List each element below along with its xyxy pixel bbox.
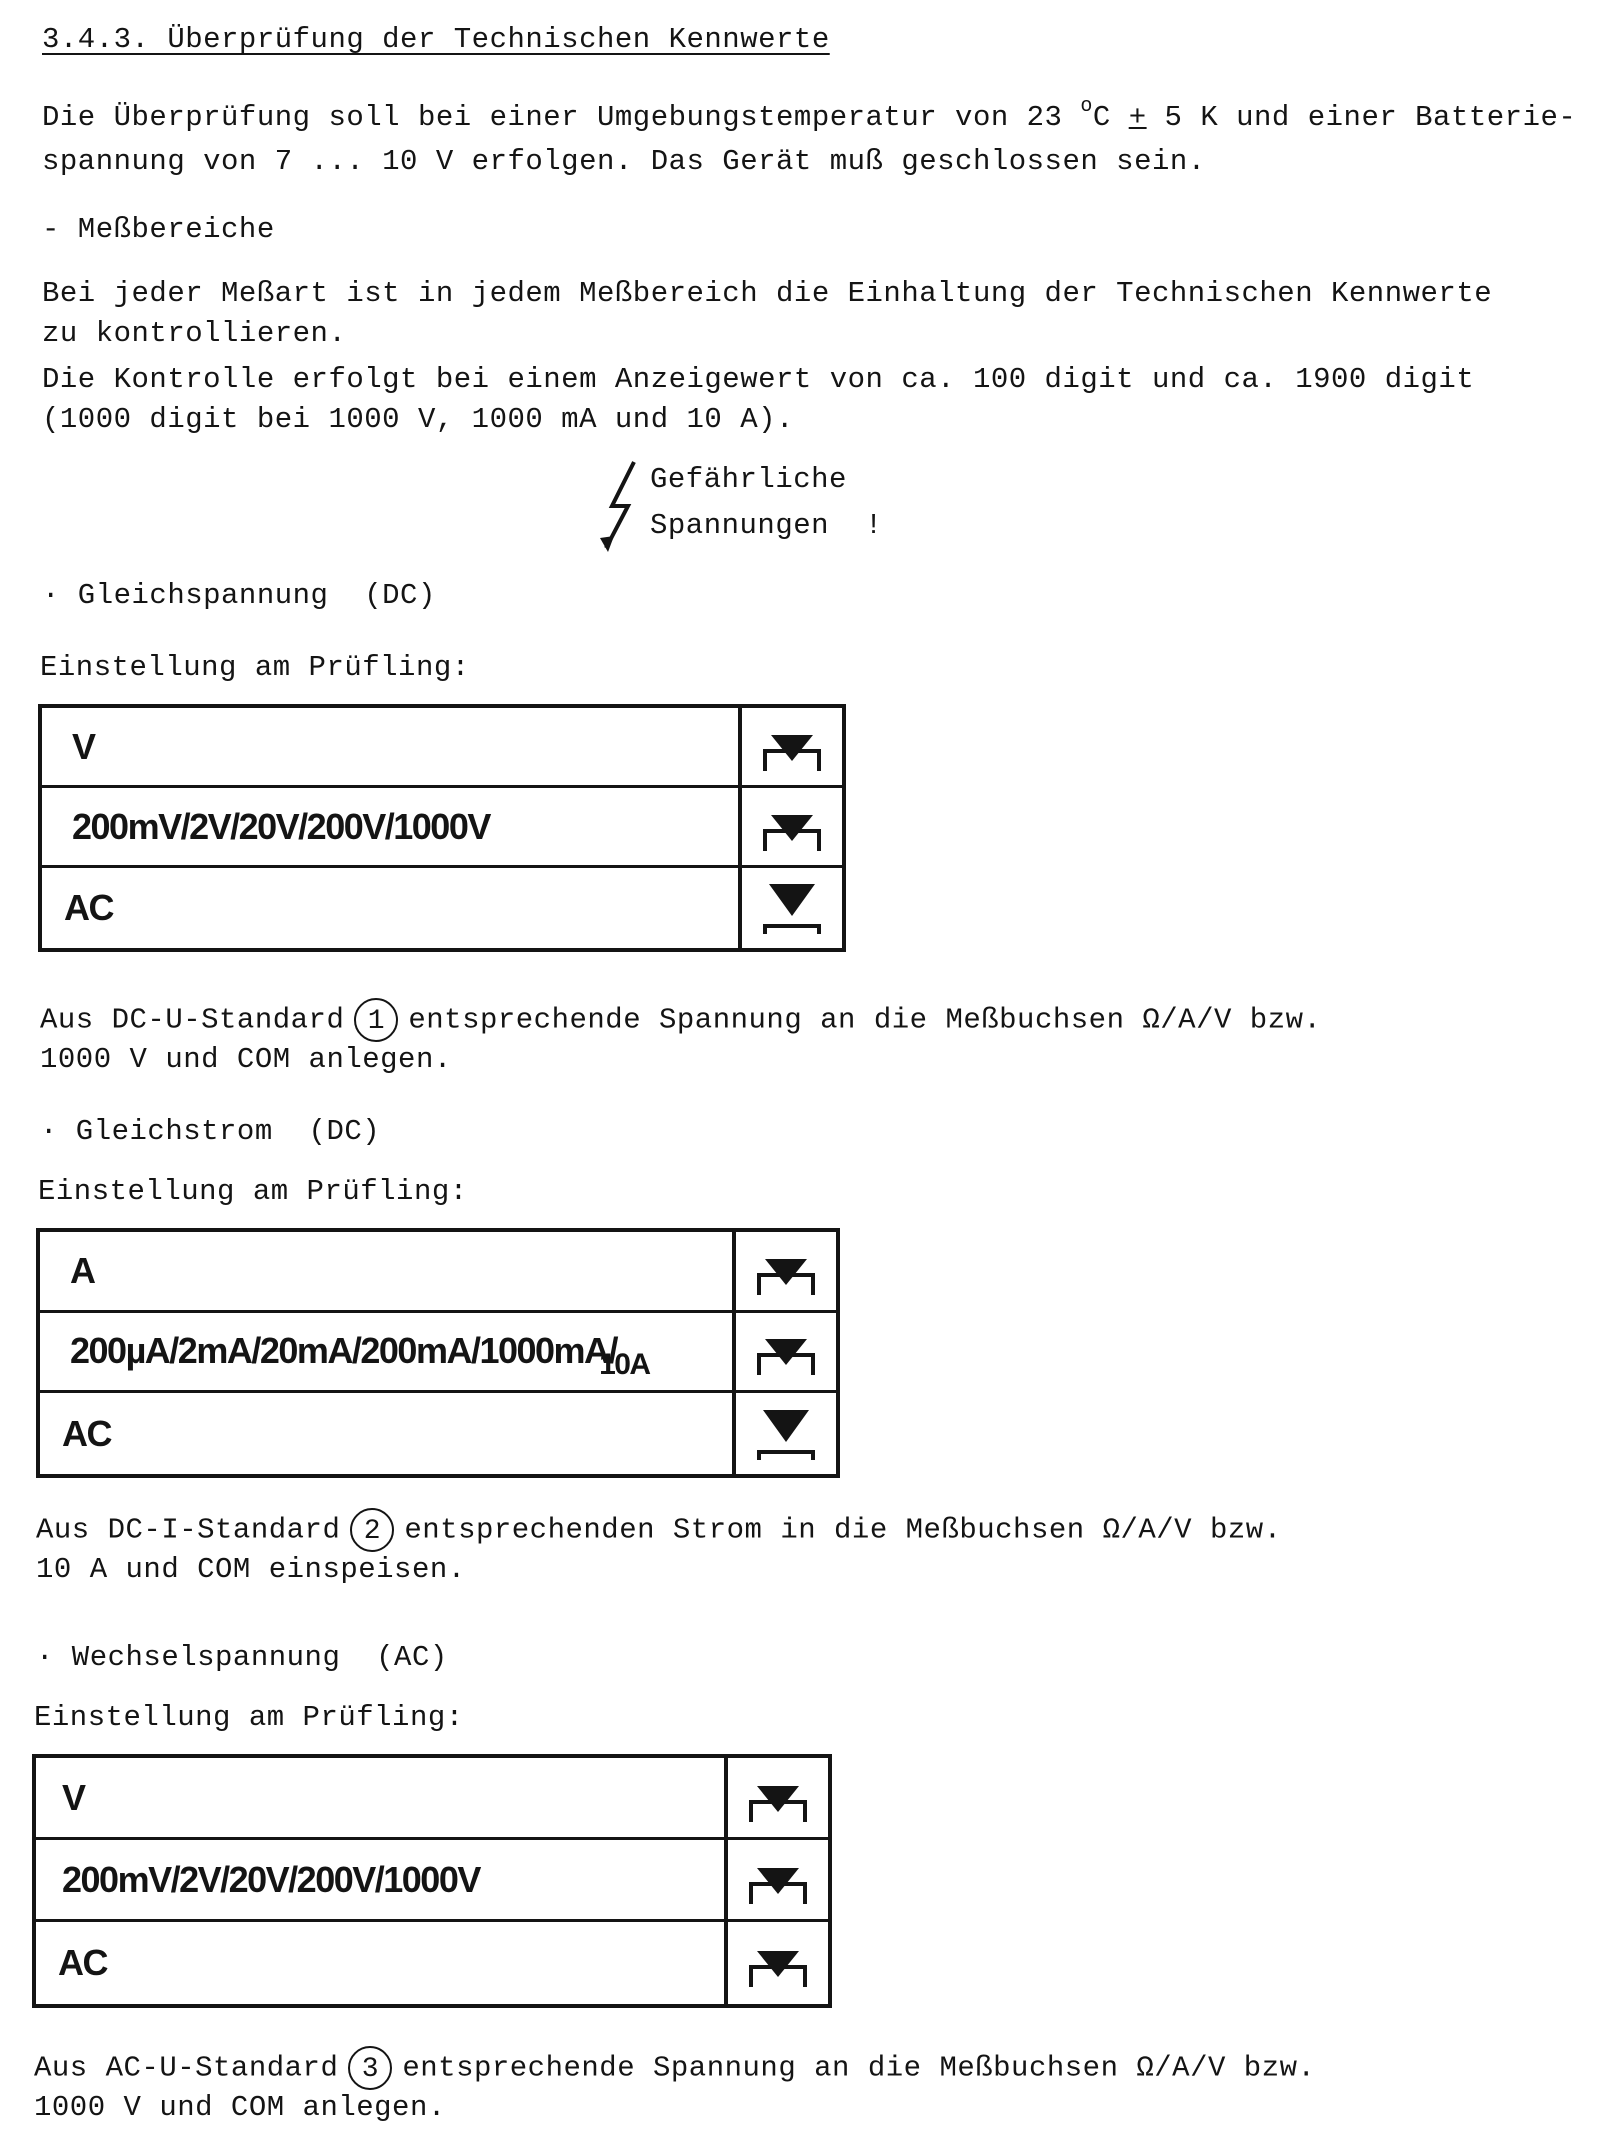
intro-line-1 [42, 95, 1577, 139]
key-switch-icon [743, 1935, 813, 1991]
ranges-paragraph-1: Bei jeder Meßart ist in jedem Meßbereich die Einhaltung der Technischen Kennwerte [42, 277, 1493, 310]
ac-voltage-note-line-2: 1000 V und COM anlegen. [34, 2091, 446, 2124]
range-text: 200µA/2mA/20mA/200mA/1000mA/ [70, 1330, 618, 1372]
intro-text-c: 5 K und einer Batterie- [1146, 101, 1577, 134]
intro-text-a: Die Überprüfung soll bei einer Umgebungstemperatur von 23 [42, 101, 1081, 134]
ranges-paragraph-3: Die Kontrolle erfolgt bei einem Anzeigewert von ca. 100 digit und ca. 1900 digit [42, 363, 1475, 396]
note-text: Aus DC-U-Standard [40, 1003, 345, 1037]
key-base [759, 1452, 813, 1460]
push-button-pressed[interactable] [724, 1758, 828, 1840]
ranges-title: - Meßbereiche [42, 213, 275, 246]
note-text: entsprechende Spannung an die Meßbuchsen Ω/A/V bzw. [408, 1003, 1322, 1037]
key-arrow [771, 735, 813, 761]
dc-voltage-setting-label: Einstellung am Prüfling: [40, 651, 470, 684]
key-arrow [765, 1259, 807, 1285]
key-arrow [757, 1868, 799, 1894]
ac-voltage-title: · Wechselspannung (AC) [36, 1641, 448, 1674]
warning-line-2: Spannungen ! [650, 509, 883, 542]
dc-current-setting-label: Einstellung am Prüfling: [38, 1175, 468, 1208]
key-switch-icon [751, 1243, 821, 1299]
warning-line-1: Gefährliche [650, 463, 847, 496]
degree-sign: o [1080, 95, 1093, 118]
ranges-paragraph-4: (1000 digit bei 1000 V, 1000 mA und 10 A). [42, 403, 794, 436]
push-button-pressed[interactable] [724, 1922, 828, 2004]
dc-voltage-title: · Gleichspannung (DC) [42, 579, 436, 612]
standard-number-badge: 3 [348, 2046, 392, 2090]
setting-row-label: AC [58, 1942, 107, 1983]
note-text: Aus AC-U-Standard [34, 2051, 339, 2085]
key-arrow [765, 1339, 807, 1365]
push-button-pressed[interactable] [732, 1232, 836, 1313]
push-button-pressed[interactable] [738, 708, 842, 788]
dc-current-note-line-2: 10 A und COM einspeisen. [36, 1553, 466, 1586]
dc-voltage-note-line-2: 1000 V und COM anlegen. [40, 1043, 452, 1076]
key-arrow [769, 884, 815, 916]
note-text: entsprechende Spannung an die Meßbuchsen Ω/A/V bzw. [402, 2051, 1316, 2085]
plus-minus-sign: + [1128, 101, 1147, 134]
section-heading: 3.4.3. Überprüfung der Technischen Kennwerte [42, 23, 830, 56]
key-switch-icon [757, 719, 827, 775]
note-text: Aus DC-I-Standard [36, 1513, 341, 1547]
dc-current-settings-table [36, 1228, 840, 1478]
push-button-pressed[interactable] [738, 788, 842, 868]
key-switch-icon [751, 1323, 821, 1379]
push-button-pressed[interactable] [724, 1840, 828, 1922]
range-subscript: 10A [599, 1348, 650, 1382]
push-button-released[interactable] [738, 868, 842, 948]
key-base [765, 926, 819, 934]
setting-row-label: AC [64, 887, 113, 928]
dc-voltage-settings-table [38, 704, 846, 952]
dc-voltage-note-line-1 [40, 998, 1321, 1042]
setting-row-label: 200mV/2V/20V/200V/1000V [42, 788, 738, 868]
key-switch-icon [743, 1770, 813, 1826]
key-arrow [757, 1951, 799, 1977]
setting-row-label [40, 1313, 732, 1394]
setting-row-label: 200mV/2V/20V/200V/1000V [36, 1840, 724, 1922]
key-switch-icon [757, 880, 827, 936]
standard-number-badge: 2 [350, 1508, 394, 1552]
setting-row-label: A [40, 1232, 732, 1313]
setting-row-label: AC [62, 1412, 111, 1454]
dc-current-note-line-1 [36, 1508, 1282, 1552]
lightning-bolt-icon [598, 458, 638, 554]
intro-text-b: C [1092, 101, 1129, 134]
key-arrow [757, 1786, 799, 1812]
ranges-paragraph-2: zu kontrollieren. [42, 317, 347, 350]
key-arrow [771, 815, 813, 841]
setting-row-label: V [42, 708, 738, 788]
dc-current-title: · Gleichstrom (DC) [40, 1115, 381, 1148]
ac-voltage-settings-table [32, 1754, 832, 2008]
key-switch-icon [751, 1406, 821, 1462]
intro-line-2: spannung von 7 ... 10 V erfolgen. Das Gerät muß geschlossen sein. [42, 145, 1206, 178]
key-switch-icon [743, 1852, 813, 1908]
note-text: entsprechenden Strom in die Meßbuchsen Ω/A/V bzw. [404, 1513, 1282, 1547]
push-button-released[interactable] [732, 1393, 836, 1474]
key-arrow [763, 1410, 809, 1442]
push-button-pressed[interactable] [732, 1313, 836, 1394]
ac-voltage-note-line-1 [34, 2046, 1315, 2090]
ac-voltage-setting-label: Einstellung am Prüfling: [34, 1701, 464, 1734]
setting-row-label: V [36, 1758, 724, 1840]
standard-number-badge: 1 [354, 998, 398, 1042]
key-switch-icon [757, 799, 827, 855]
